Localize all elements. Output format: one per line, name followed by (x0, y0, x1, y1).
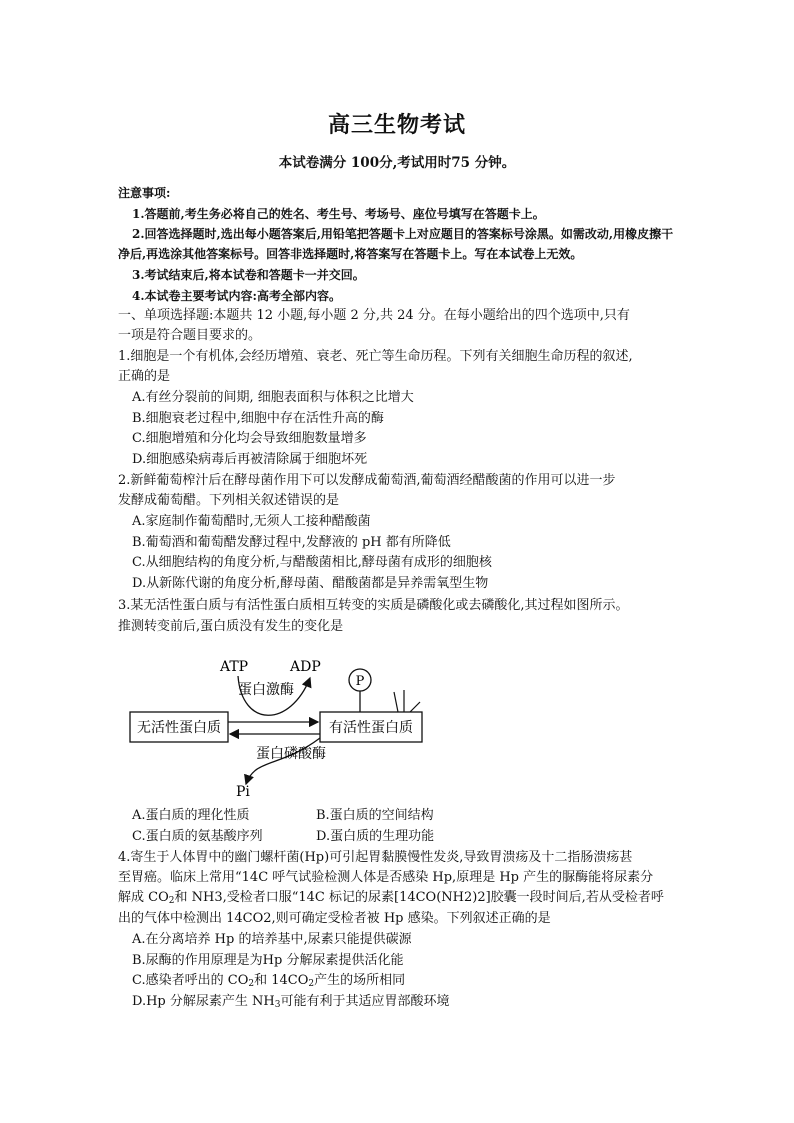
subscript: 2 (248, 979, 255, 989)
subscript: 2 (308, 979, 315, 989)
active-protein-label: 有活性蛋白质 (329, 720, 413, 736)
notice-item: 3.考试结束后,将本试卷和答题卡一并交回。 (132, 268, 365, 282)
stem-text: 和 NH3,受检者口服“14C 标记的尿素[14CO(NH2)2]胶囊一段时间后,若从受检者呼 (174, 890, 664, 905)
inactive-protein-label: 无活性蛋白质 (137, 720, 221, 736)
question-2-option-c: C.从细胞结构的角度分析,与醋酸菌相比,酵母菌有成形的细胞核 (132, 555, 492, 570)
notice-item: 2.回答选择题时,选出每小题答案后,用铅笔把答题卡上对应题目的答案标号涂黑。如需改动,用橡皮擦干 (132, 227, 674, 241)
page-title: 高三生物考试 (327, 112, 466, 138)
option-text: C.感染者呼出的 CO (132, 973, 249, 988)
phosphatase-label: 蛋白磷酸酶 (256, 746, 326, 762)
page-subtitle: 本试卷满分 100分,考试用时75 分钟。 (278, 155, 516, 171)
question-4-stem-cont: 出的气体中检测出 14CO2,则可确定受检者被 Hp 感染。下列叙述正确的是 (118, 911, 551, 926)
question-1-option-b: B.细胞衰老过程中,细胞中存在活性升高的酶 (132, 411, 384, 426)
question-1-option-d: D.细胞感染病毒后再被清除属于细胞坏死 (132, 452, 368, 467)
question-1-option-a: A.有丝分裂前的间期, 细胞表面积与体积之比增大 (132, 390, 414, 405)
question-2-stem: 2.新鲜葡萄榨汁后在酵母菌作用下可以发酵成葡萄酒,葡萄酒经醋酸菌的作用可以进一步 (118, 473, 616, 488)
question-1-stem: 1.细胞是一个有机体,会经历增殖、衰老、死亡等生命历程。下列有关细胞生命历程的叙述, (118, 349, 633, 364)
option-text: 产生的场所相同 (314, 973, 406, 988)
question-2-option-a: A.家庭制作葡萄醋时,无须人工接种醋酸菌 (132, 514, 371, 529)
question-1-option-c: C.细胞增殖和分化均会导致细胞数量增多 (132, 431, 367, 446)
question-2-stem-cont: 发酵成葡萄醋。下列相关叙述错误的是 (118, 493, 340, 508)
section-heading-cont: 一项是符合题目要求的。 (118, 328, 262, 343)
question-4-option-a: A.在分离培养 Hp 的培养基中,尿素只能提供碳源 (132, 932, 412, 947)
question-1-stem-cont: 正确的是 (118, 369, 171, 384)
question-3-option-c: C.蛋白质的氨基酸序列 (132, 829, 263, 844)
subscript: 2 (168, 896, 175, 906)
notice-heading: 注意事项: (118, 186, 171, 200)
question-4-option-b: B.尿酶的作用原理是为Hp 分解尿素提供活化能 (132, 953, 404, 968)
kinase-label: 蛋白激酶 (238, 682, 294, 698)
notice-item: 净后,再选涂其他答案标号。回答非选择题时,将答案写在答题卡上。写在本试卷上无效。 (118, 247, 583, 261)
section-heading: 一、单项选择题:本题共 12 小题,每小题 2 分,共 24 分。在每小题给出的四个选项中,只有 (118, 308, 630, 323)
question-4-option-c (132, 971, 702, 994)
option-text: 和 14CO (254, 973, 309, 988)
option-text: D.Hp 分解尿素产生 NH (132, 994, 275, 1009)
question-3-stem-cont: 推测转变前后,蛋白质没有发生的变化是 (118, 619, 344, 634)
question-4-option-d (132, 992, 702, 1015)
subscript: 3 (274, 1000, 281, 1010)
question-3-option-a: A.蛋白质的理化性质 (132, 808, 250, 823)
antenna-mark (410, 702, 420, 712)
notice-item: 1.答题前,考生务必将自己的姓名、考生号、考场号、座位号填写在答题卡上。 (132, 207, 545, 221)
question-3-option-b: B.蛋白质的空间结构 (316, 808, 434, 823)
question-3-stem: 3.某无活性蛋白质与有活性蛋白质相互转变的实质是磷酸化或去磷酸化,其过程如图所示。 (118, 598, 629, 613)
notice-item: 4.本试卷主要考试内容:高考全部内容。 (132, 289, 341, 303)
question-2-option-b: B.葡萄酒和葡萄醋发酵过程中,发酵液的 pH 都有所降低 (132, 535, 451, 550)
protein-phosphorylation-diagram (120, 648, 440, 798)
stem-text: 解成 CO (118, 890, 169, 905)
option-text: 可能有利于其适应胃部酸环境 (280, 994, 450, 1009)
question-2-option-d: D.从新陈代谢的角度分析,酵母菌、醋酸菌都是异养需氧型生物 (132, 576, 489, 591)
atp-label: ATP (220, 659, 249, 675)
antenna-mark (394, 692, 398, 712)
adp-label: ADP (290, 659, 321, 675)
question-4-stem-cont (118, 888, 688, 911)
question-4-stem-cont: 至胃癌。临床上常用“14C 呼气试验检测人体是否感染 Hp,原理是 Hp 产生的脲酶能将尿素分 (118, 870, 654, 885)
question-3-option-d: D.蛋白质的生理功能 (316, 829, 435, 844)
pi-label: Pi (236, 784, 250, 798)
question-4-stem: 4.寄生于人体胃中的幽门螺杆菌(Hp)可引起胃黏膜慢性发炎,导致胃溃疡及十二指肠溃疡甚 (118, 850, 633, 865)
phosphate-label: P (355, 674, 365, 689)
